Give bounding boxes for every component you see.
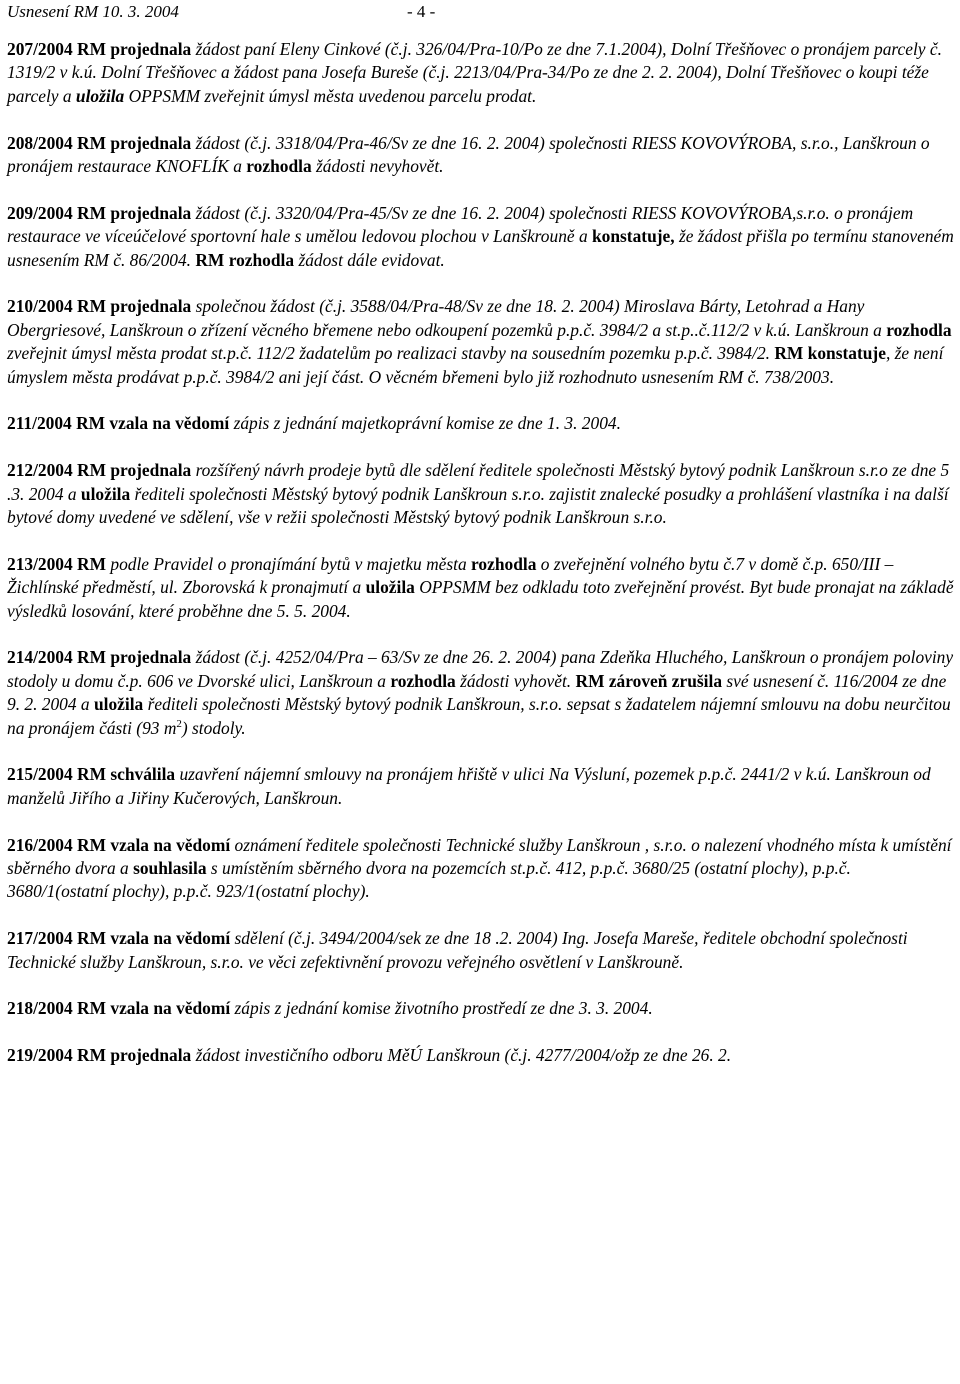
resolution-text-segment: sdělení (č.j. 3494/2004/sek ze dne 18 .2. 2004) Ing. Josefa Mareše, ředitele obchodní společnosti Technické služby Lanškroun, s.r.o. ve věci zefektivnění provozu veřejného osvětlení v Lanškrouně. xyxy=(7,928,908,972)
resolution-text-segment: RM zároveň zrušila xyxy=(575,670,723,691)
page-number: - 4 - xyxy=(407,2,436,21)
resolution-207 xyxy=(7,38,955,108)
resolution-text-segment: OPPSMM zveřejnit úmysl města uvedenou parcelu prodat. xyxy=(124,85,537,106)
resolution-text-segment: žádosti vyhovět. xyxy=(455,670,576,691)
resolution-text-segment: že žádost přišla po termínu stanoveném usnesením RM č. 86/2004. xyxy=(7,226,954,270)
resolution-text-segment: rozšířený návrh prodeje bytů dle sdělení ředitele společnosti Městský bytový podnik Lanškroun s.r.o ze dne 5 .3. 2004 a xyxy=(7,460,950,504)
resolution-text-segment: zveřejnit úmysl města prodat st.p.č. 112/2 žadatelům po realizaci stavby na sousedním pozemku p.p.č. 3984/2. xyxy=(7,343,775,364)
resolution-208 xyxy=(7,132,955,179)
resolution-text-segment: 2 xyxy=(176,717,182,730)
resolution-text-segment: uzavření nájemní smlouvy na pronájem hřiště v ulici Na Výsluní, pozemek p.p.č. 2441/2 v k.ú. Lanškroun od manželů Jiřího a Jiřiny Kučerových, Lanškroun. xyxy=(7,764,931,808)
resolution-text-segment: souhlasila xyxy=(133,858,207,879)
resolution-text-segment: 208/2004 RM projednala xyxy=(7,132,196,153)
resolution-text-segment: s umístěním sběrného dvora na pozemcích st.p.č. 412, p.p.č. 3680/25 (ostatní plochy), p.p.č. 3680/1(ostatní plochy), p.p.č. 923/1(ostatní plochy). xyxy=(7,858,851,902)
resolution-text-segment: řediteli společnosti Městský bytový podnik Lanškroun, s.r.o. sepsat s žadatelem nájemní smlouvu na dobu neurčitou na pronájem části (93 m xyxy=(7,694,951,738)
resolution-text-segment: žádost (č.j. 4252/04/Pra – 63/Sv ze dne 26. 2. 2004) pana Zdeňka Hluchého, Lanškroun o pronájem poloviny stodoly u domu č.p. 606 ve Dvorské ulici, Lanškroun a xyxy=(7,647,954,691)
resolution-text-segment: OPPSMM bez odkladu toto zveřejnění provést. Byt bude pronajat na základě výsledků losování, které proběhne dne 5. 5. 2004. xyxy=(7,577,954,621)
resolution-text-segment: žádost investičního odboru MěÚ Lanškroun (č.j. 4277/2004/ožp ze dne 26. 2. xyxy=(195,1045,732,1066)
resolution-text-segment: podle Pravidel o pronajímání bytů v majetku města xyxy=(110,553,472,574)
resolution-text-segment: oznámení ředitele společnosti Technické služby Lanškroun , s.r.o. o nalezení vhodného místa k umístění sběrného dvora a xyxy=(7,834,952,879)
resolution-text-segment: žádost (č.j. 3318/04/Pra-46/Sv ze dne 16. 2. 2004) společnosti RIESS KOVOVÝROBA, s.r.o., Lanškroun o pronájem restaurace KNOFLÍK a xyxy=(7,132,930,177)
resolution-text-segment: své usnesení č. 116/2004 ze dne 9. 2. 2004 a xyxy=(7,670,947,715)
page-header xyxy=(7,2,436,22)
resolution-215 xyxy=(7,763,955,810)
resolution-text-segment: uložila xyxy=(75,85,125,106)
resolution-text-segment: žádost dále evidovat. xyxy=(294,249,445,270)
resolution-211 xyxy=(7,412,955,435)
resolution-text-segment: 215/2004 RM schválila xyxy=(7,764,176,785)
resolution-210 xyxy=(7,295,955,389)
resolution-218 xyxy=(7,997,955,1020)
resolution-213 xyxy=(7,553,955,623)
resolution-text-segment: 212/2004 RM projednala xyxy=(7,460,196,481)
resolutions-list xyxy=(7,38,955,1091)
resolution-text-segment: 211/2004 RM vzala na vědomí xyxy=(7,413,230,434)
resolution-217 xyxy=(7,927,955,974)
resolution-text-segment: RM konstatuje xyxy=(774,343,886,364)
resolution-text-segment: uložila xyxy=(365,577,415,598)
resolution-text-segment: 219/2004 RM projednala xyxy=(7,1045,196,1066)
resolution-214 xyxy=(7,646,955,740)
resolution-text-segment: žádost (č.j. 3320/04/Pra-45/Sv ze dne 16. 2. 2004) společnosti RIESS KOVOVÝROBA,s.r.o. o pronájem restaurace ve víceúčelové sportovní hale s umělou ledovou plochou v Lanškrouně a xyxy=(7,202,914,247)
resolution-text-segment: 217/2004 RM vzala na vědomí xyxy=(7,928,231,949)
resolution-text-segment: 213/2004 RM xyxy=(7,553,111,574)
resolution-text-segment: uložila xyxy=(80,483,131,504)
resolution-text-segment: o zveřejnění volného bytu č.7 v domě č.p. 650/III – Žichlínské předměstí, ul. Zborovská k pronajmutí a xyxy=(7,553,894,598)
resolution-text-segment: 209/2004 RM projednala xyxy=(7,202,196,223)
resolution-text-segment: žádost paní Eleny Cinkové (č.j. 326/04/Pra-10/Po ze dne 7.1.2004), Dolní Třešňovec o pronájem parcely č. 1319/2 v k.ú. Dolní Třešňovec a žádost pana Josefa Bureše (č.j. 2213/04/Pra-34/Po ze dne 2. 2. 2004), Dolní Třešňovec o koupi téže parcely a xyxy=(7,39,942,106)
resolution-text-segment: 218/2004 RM vzala na vědomí xyxy=(7,998,231,1019)
resolution-text-segment: 214/2004 RM projednala xyxy=(7,647,196,668)
resolution-text-segment: rozhodla xyxy=(390,670,456,691)
resolution-text-segment: žádosti nevyhovět. xyxy=(311,156,444,177)
resolution-text-segment: zápis z jednání komise životního prostředí ze dne 3. 3. 2004. xyxy=(230,998,653,1019)
resolution-text-segment: 207/2004 RM projednala xyxy=(7,39,196,59)
resolution-text-segment: konstatuje, xyxy=(592,226,675,247)
resolution-text-segment: společnou žádost (č.j. 3588/04/Pra-48/Sv ze dne 18. 2. 2004) Miroslava Bárty, Letohrad a Hany Obergriesové, Lanškroun o zřízení věcného břemene nebo odkoupení pozemků p.p.č. 3984/2 a st.p..č.112/2 v k.ú. Lanškroun a xyxy=(7,296,887,340)
resolution-text-segment: uložila xyxy=(93,694,144,715)
resolution-text-segment: řediteli společnosti Městský bytový podnik Lanškroun s.r.o. zajistit znalecké posudky a prohlášení vlastníka i na další bytové domy uvedené ve sdělení, vše v režii společnosti Městský bytový podnik Lanškroun s.r.o. xyxy=(7,483,949,528)
resolution-text-segment: zápis z jednání majetkoprávní komise ze dne 1. 3. 2004. xyxy=(229,413,621,434)
resolution-text-segment: RM rozhodla xyxy=(195,249,295,270)
header-title: Usnesení RM 10. 3. 2004 xyxy=(7,2,179,21)
resolution-216 xyxy=(7,834,955,904)
resolution-212 xyxy=(7,459,955,529)
resolution-text-segment: 210/2004 RM projednala xyxy=(7,296,196,317)
resolution-text-segment: rozhodla xyxy=(246,156,312,177)
resolution-209 xyxy=(7,202,955,272)
resolution-text-segment: ) stodoly. xyxy=(181,717,246,738)
resolution-text-segment: rozhodla xyxy=(471,553,537,574)
resolution-219 xyxy=(7,1044,955,1067)
resolution-text-segment: 216/2004 RM vzala na vědomí xyxy=(7,834,231,855)
resolution-text-segment: , že není úmyslem města prodávat p.p.č. 3984/2 ani její část. O věcném břemeni bylo již rozhodnuto usnesením RM č. 738/2003. xyxy=(7,343,944,387)
resolution-text-segment: rozhodla xyxy=(886,319,952,340)
